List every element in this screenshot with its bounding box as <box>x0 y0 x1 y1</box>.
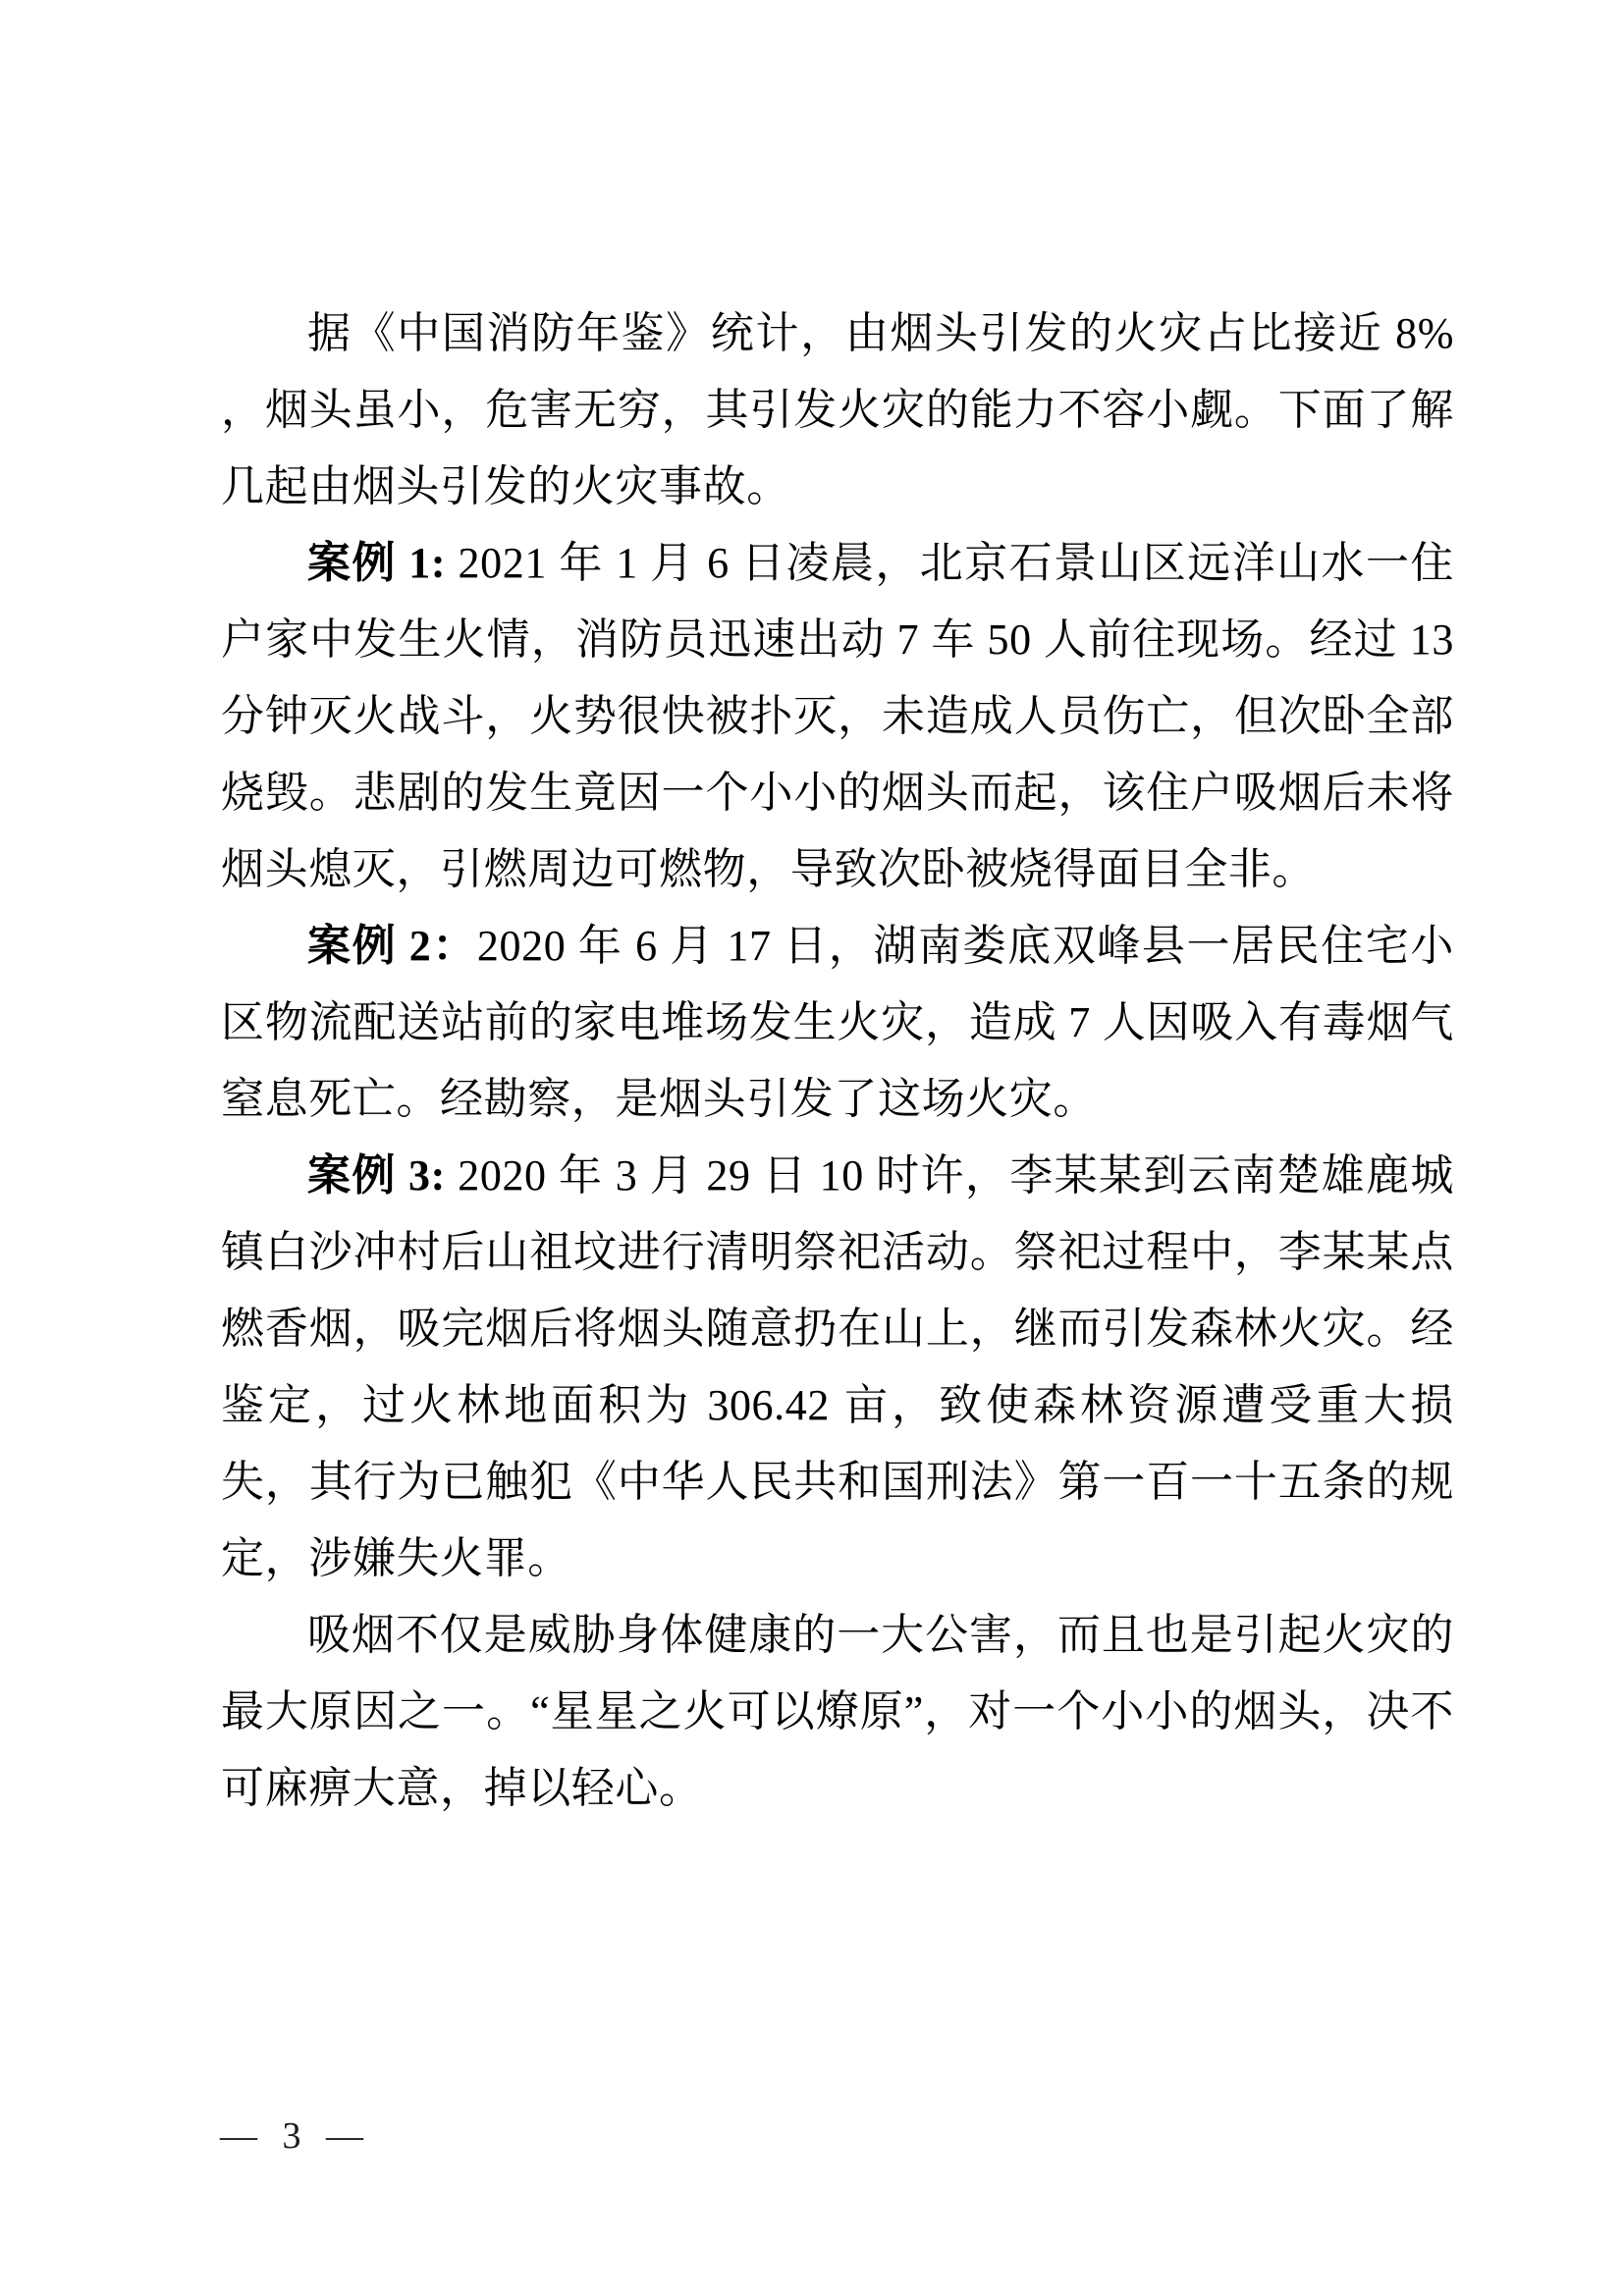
case-3-paragraph <box>221 1138 1454 1597</box>
case-3-label: 案例 3: <box>307 1151 446 1200</box>
case-1-paragraph <box>221 525 1454 908</box>
paragraph-text: 2020 年 3 月 29 日 10 时许，李某某到云南楚雄鹿城镇白沙冲村后山祖坟进行清明祭祀活动。祭祀过程中，李某某点燃香烟，吸完烟后将烟头随意扔在山上，继而引发森林火灾。经鉴定，过火林地面积为 306.42 亩，致使森林资源遭受重大损失，其行为已触犯《中华人民共和国刑法》第一百一十五条的规定，涉嫌失火罪。 <box>221 1151 1454 1582</box>
paragraph-text: 2021 年 1 月 6 日凌晨，北京石景山区远洋山水一住户家中发生火情，消防员迅速出动 7 车 50 人前往现场。经过 13 分钟灭火战斗，火势很快被扑灭，未造成人员伤亡，但次卧全部烧毁。悲剧的发生竟因一个小小的烟头而起，该住户吸烟后未将烟头熄灭，引燃周边可燃物，导致次卧被烧得面目全非。 <box>221 539 1455 893</box>
intro-paragraph <box>221 295 1454 525</box>
paragraph-text: 据《中国消防年鉴》统计，由烟头引发的火灾占比接近 8% ，烟头虽小，危害无穷，其引发火灾的能力不容小觑。下面了解几起由烟头引发的火灾事故。 <box>221 309 1454 510</box>
paragraph-text: 吸烟不仅是威胁身体健康的一大公害，而且也是引起火灾的最大原因之一。“星星之火可以燎原”，对一个小小的烟头，决不可麻痹大意，掉以轻心。 <box>221 1611 1454 1812</box>
document-text-block <box>221 295 1454 1827</box>
page-number: — 3 — <box>220 2115 363 2157</box>
case-2-label: 案例 2： <box>307 922 477 970</box>
case-1-label: 案例 1: <box>307 539 447 587</box>
conclusion-paragraph <box>221 1597 1454 1827</box>
case-2-paragraph <box>221 908 1454 1138</box>
paragraph-text: 2020 年 6 月 17 日，湖南娄底双峰县一居民住宅小区物流配送站前的家电堆场发生火灾，造成 7 人因吸入有毒烟气窒息死亡。经勘察，是烟头引发了这场火灾。 <box>221 922 1454 1123</box>
